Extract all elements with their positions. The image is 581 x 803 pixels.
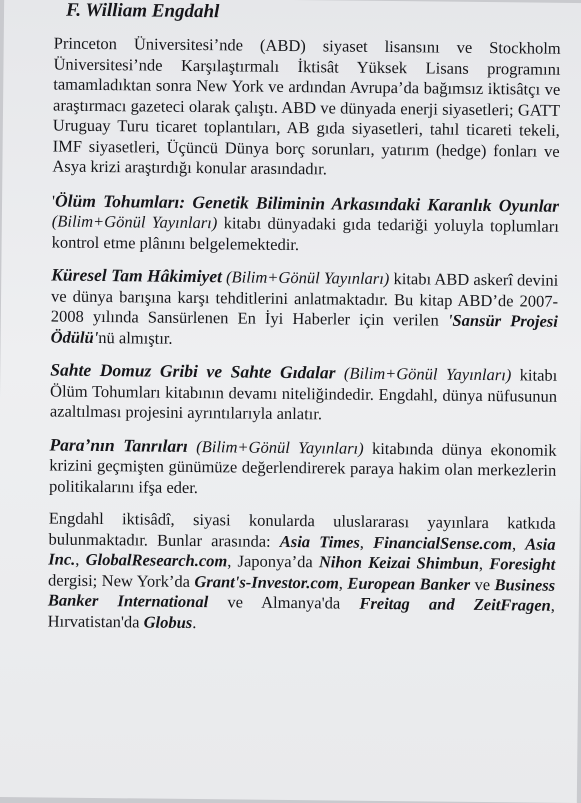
book-description: kitabı dünyadaki gıda tedariği yoluyla toplumları kontrol etme plânını belgelemektedir. (51, 213, 559, 254)
publication-separator: ve (474, 574, 491, 594)
publication-name: Business Banker International (47, 574, 556, 612)
publication-separator: , (75, 549, 80, 569)
award-name: 'Sansür Projesi Ödülü' (50, 310, 558, 347)
publication-name: Nihon Keizai Shimbun (318, 552, 480, 573)
publication-separator: , (359, 532, 365, 552)
publication-name: Globus (143, 611, 193, 632)
publication-separator: dergisi; New York’da (48, 569, 191, 591)
publication-name: Grant's-Investor.com (194, 571, 339, 593)
book-entry-olum-tohumlari (52, 190, 560, 258)
book-description: kitabı ABD askerî devini ve dünya barışına karşı tehditlerini anlatmaktadır. Bu kitap ABD’de 2007-2008 yılında Sansürlenen En İyi Haberler için verilen (50, 269, 559, 330)
book-description: kitabında dünya ekonomik krizini geçmişten günümüze değerlendirerek paraya hakim olan merkezlerin politikalarını ifşa eder. (48, 438, 557, 497)
book-publisher: (Bilim+Gönül Yayınları) (343, 363, 512, 385)
book-title: Küresel Tam Hâkimiyet (51, 264, 223, 287)
book-entry-paranin-tanrilari (49, 434, 557, 502)
book-description-end: nü almıştır. (98, 327, 173, 348)
publication-separator: . (192, 612, 197, 632)
book-publisher: (Bilim+Gönül Yayınları) (226, 267, 390, 289)
book-title: Sahte Domuz Gribi ve Sahte Gıdalar (50, 359, 336, 383)
book-publisher: (Bilim+Gönül Yayınları) (51, 211, 218, 233)
publication-separator: , (338, 573, 344, 593)
book-title: Ölüm Tohumları: Genetik Biliminin Arkasındaki Karanlık Oyunlar (54, 190, 560, 216)
publication-separator: ve Almanya'da (227, 592, 341, 613)
publication-separator: , (511, 533, 517, 553)
book-entry-kuresel-tam-hakimiyet (51, 264, 559, 352)
book-title-prefix: ' (51, 190, 56, 211)
publication-name: Asia Inc. (48, 533, 556, 569)
publication-name: FinancialSense.com (373, 532, 513, 553)
book-entry-sahte-domuz-gribi (50, 359, 558, 427)
publication-name: Foresight (489, 554, 556, 574)
publications-intro: Engdahl iktisâdî, siyasi konularda uluslararası yayınlara katkıda bulunmaktadır. Bunlar arasında: (48, 508, 556, 551)
publication-separator: , Japonya’da (227, 551, 313, 572)
author-bio: Princeton Üniversitesi’nde (ABD) siyaset lisansını ve Stockholm Üniversitesi’nde Karşılaştırmalı İktisât Yüksek Lisans programını tamamladıktan sonra New York ve ardından Avrupa’da bağımsız iktisâtçı ve araştırmacı gazeteci olarak çalıştı. ABD ve dünyada enerji siyasetleri; GATT Uruguay Turu ticaret toplantıları, AB gıda siyasetleri, tahıl ticareti tekeli, IMF siyasetleri, Üçüncü Dünya borç sorunları, yatırım (hedge) fonları ve Asya krizi araştırdığı konular arasındadır. (52, 33, 561, 179)
book-description: kitabı Ölüm Tohumları kitabının devamı niteliğindedir. Engdahl, dünya nüfusunun azaltılması projesini ayrıntılarıyla anlatır. (49, 365, 558, 424)
publication-name: GlobalResearch.com (85, 549, 228, 571)
publication-name: European Banker (347, 573, 471, 594)
publications-paragraph (48, 508, 556, 636)
book-title: Para’nın Tanrıları (49, 433, 188, 456)
publication-name: Asia Times (279, 531, 360, 552)
publication-name: Freitag and ZeitFragen (359, 593, 551, 615)
author-name: F. William Engdahl (65, 0, 220, 23)
publication-separator: , Hırvatistan'da (47, 595, 555, 631)
book-publisher: (Bilim+Gönül Yayınları) (196, 436, 364, 458)
publication-separator: , (478, 553, 484, 574)
